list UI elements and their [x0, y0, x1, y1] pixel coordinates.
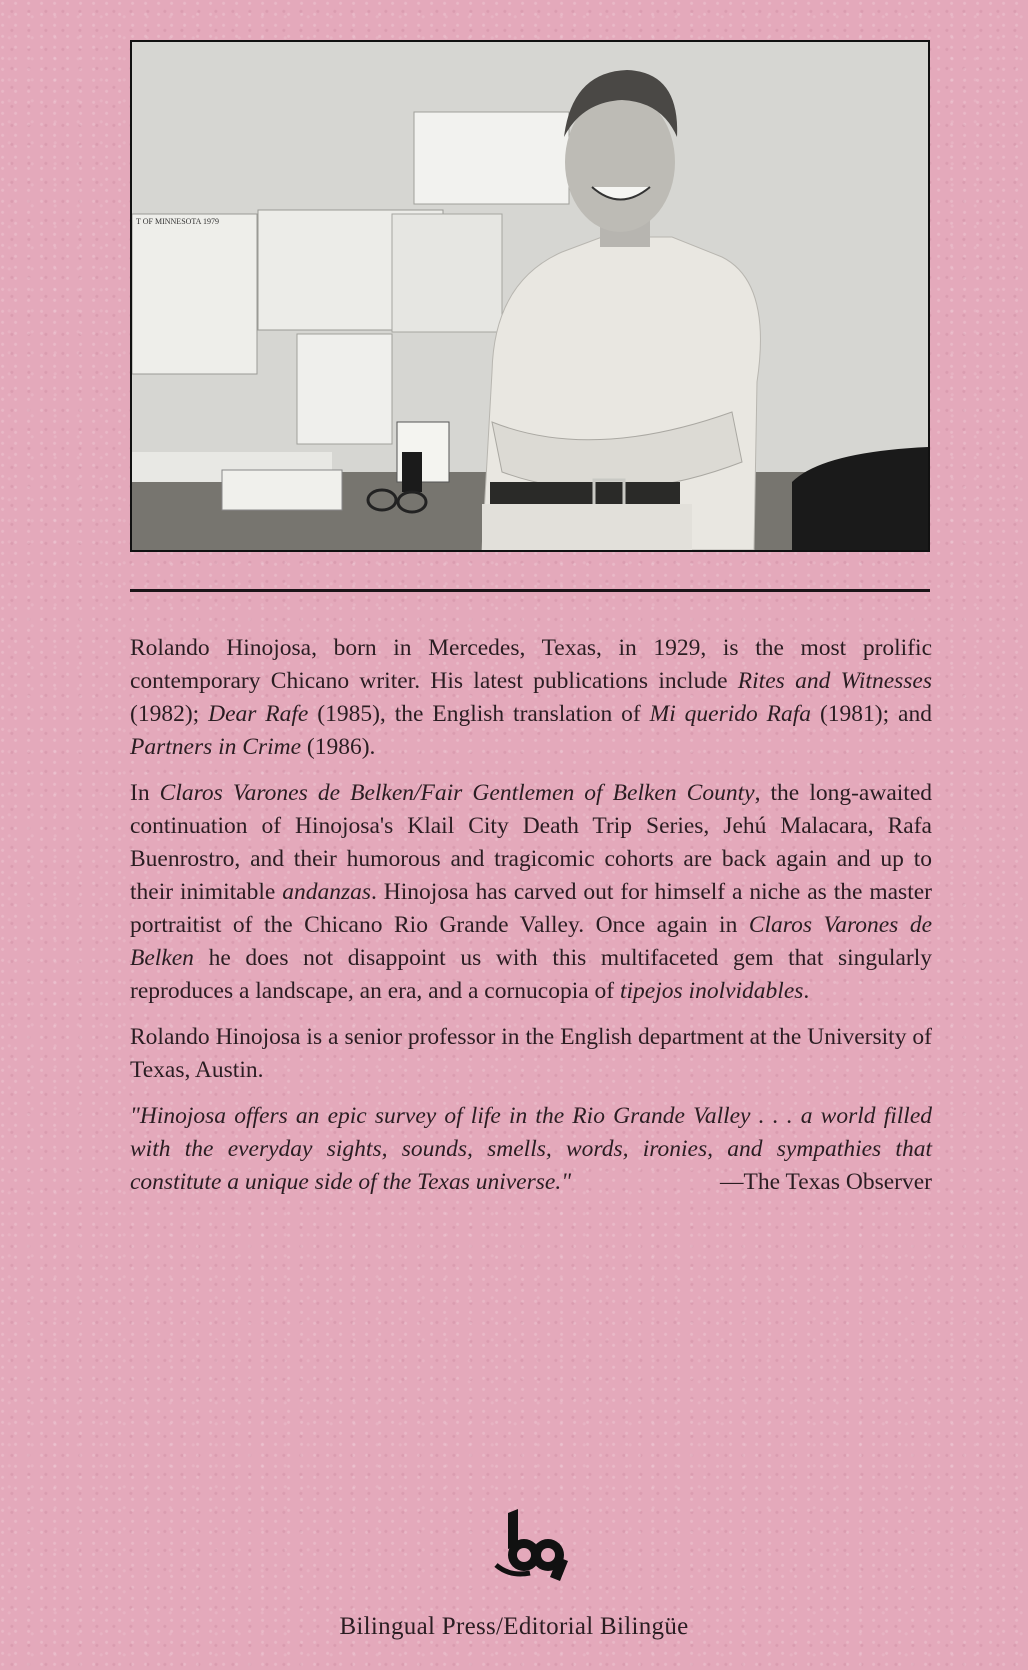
bio-paragraph-1: Rolando Hinojosa, born in Mercedes, Texas, in 1929, is the most prolific contemporary Chicano writer. His latest publications include Rites and Witnesses (1982); Dear Rafe (1985), the English translation of Mi querido Rafa (1981); and Partners in Crime (1986).: [130, 635, 932, 760]
quote-text: "Hinojosa offers an epic survey of life in the Rio Grande Valley . . . a world filled with the everyday sights, sounds, smells, words, ironies, and sympathies that constitute a unique side of the Texas universe.": [130, 1103, 932, 1195]
bio-paragraph-3: Rolando Hinojosa is a senior professor in the English department at the University of Texas, Austin.: [130, 1024, 932, 1083]
divider-rule: [130, 589, 930, 592]
publisher-logo: [490, 1505, 580, 1585]
sign-text: T OF MINNESOTA 1979: [136, 217, 219, 226]
review-quote: [130, 1100, 932, 1199]
quote-attribution: —The Texas Observer: [720, 1169, 932, 1195]
author-photo: [130, 40, 930, 552]
bio-paragraph-2: In Claros Varones de Belken/Fair Gentlemen of Belken County, the long-awaited continuation of Hinojosa's Klail City Death Trip Series, Jehú Malacara, Rafa Buenrostro, and their humorous and tragicomic cohorts are back again and up to their inimitable andanzas. Hinojosa has carved out for himself a niche as the master portraitist of the Chicano Rio Grande Valley. Once again in Claros Varones de Belken he does not disappoint us with this multifaceted gem that singularly reproduces a landscape, an era, and a cornucopia of tipejos inolvidables.: [130, 780, 933, 1004]
bio-text: [130, 632, 932, 1212]
publisher-name: Bilingual Press/Editorial Bilingüe: [339, 1613, 689, 1640]
